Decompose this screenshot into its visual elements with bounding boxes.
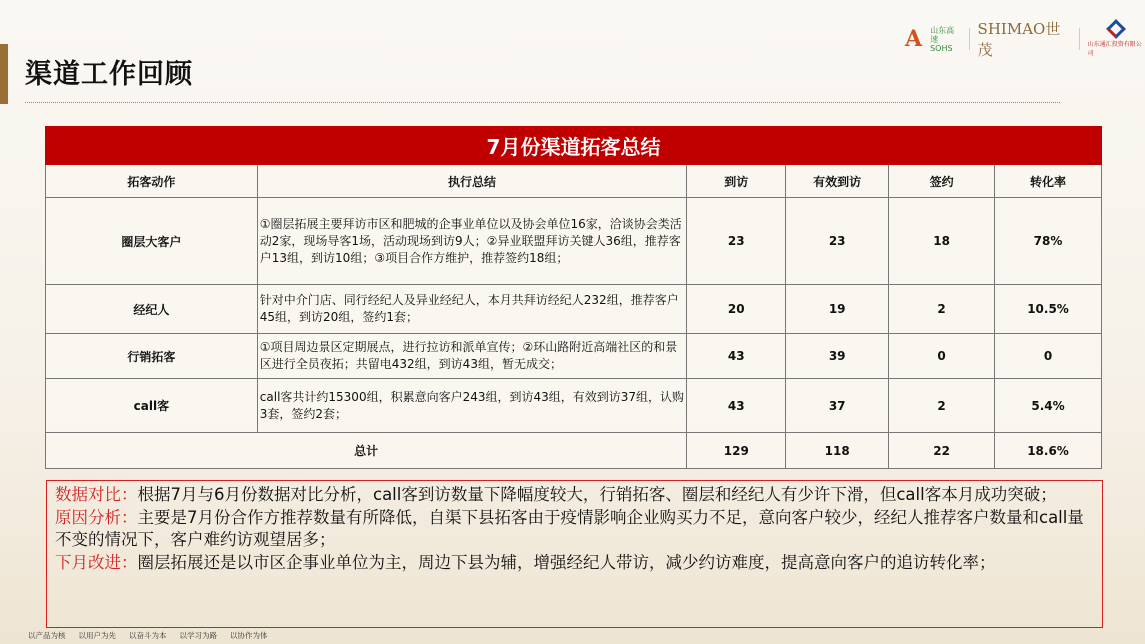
cell-signed: 18	[889, 198, 995, 285]
cell-signed: 0	[889, 334, 995, 379]
note-comparison	[55, 484, 1094, 507]
total-label: 总计	[46, 433, 687, 469]
col-visits: 到访	[687, 165, 786, 198]
col-summary: 执行总结	[257, 165, 687, 198]
note-label: 原因分析：	[55, 507, 138, 527]
table-row	[46, 198, 1102, 285]
cell-valid: 39	[786, 334, 889, 379]
cell-action: 圈层大客户	[46, 198, 258, 285]
footer-slogans	[28, 630, 268, 641]
col-signed: 签约	[889, 165, 995, 198]
company-name: 山东通汇投资有限公司	[1087, 40, 1142, 57]
table-row	[46, 379, 1102, 433]
slogan: 以奋斗为本	[129, 631, 167, 640]
cell-rate: 5.4%	[995, 379, 1102, 433]
note-label: 数据对比：	[55, 485, 138, 504]
col-rate: 转化率	[995, 165, 1102, 198]
cell-summary: ①圈层拓展主要拜访市区和肥城的企事业单位以及协会单位16家，洽谈协会类活动2家，现场导客1场，活动现场到访9人；②异业联盟拜访关键人36组，推荐客户13组，到访10组；③项目合作方维护，推荐签约18组；	[257, 198, 687, 285]
shimao-en: SHIMAO	[977, 20, 1046, 38]
cell-visits: 43	[687, 334, 786, 379]
cell-action: 行销拓客	[46, 334, 258, 379]
table-total-row	[46, 433, 1102, 469]
note-reason	[55, 507, 1094, 552]
title-accent-bar	[0, 44, 8, 104]
cell-rate: 78%	[995, 198, 1102, 285]
shimao-logo	[978, 18, 1071, 60]
shimao-cn: 世茂	[977, 20, 1061, 59]
company-logo-icon	[1106, 19, 1126, 39]
cell-signed: 2	[889, 379, 995, 433]
cell-action: 经纪人	[46, 285, 258, 334]
total-valid: 118	[786, 433, 889, 469]
total-rate: 18.6%	[995, 433, 1102, 469]
col-valid: 有效到访	[786, 165, 889, 198]
slogan: 以协作为体	[230, 631, 268, 640]
cell-rate: 10.5%	[995, 285, 1102, 334]
table-title: 7月份渠道拓客总结	[46, 127, 1102, 165]
note-text: 主要是7月份合作方推荐数量有所降低，自渠下县拓客由于疫情影响企业购买力不足，意向客户较少，经纪人推荐客户数量和call量不变的情况下，客户难约访观望居多；	[55, 507, 1084, 549]
sohs-logo	[930, 26, 961, 53]
cell-action: call客	[46, 379, 258, 433]
logo-separator	[969, 28, 970, 50]
logo-group	[905, 20, 1145, 59]
table-row	[46, 334, 1102, 379]
col-action: 拓客动作	[46, 165, 258, 198]
cell-summary: call客共计约15300组，积累意向客户243组，到访43组，有效到访37组，认购3套，签约2套；	[257, 379, 687, 433]
title-divider	[25, 102, 1060, 103]
cell-visits: 43	[687, 379, 786, 433]
sohs-en: SOHS	[930, 43, 953, 53]
slogan: 以产品为核	[28, 631, 66, 640]
cell-visits: 20	[687, 285, 786, 334]
page-title: 渠道工作回顾	[25, 59, 193, 90]
cell-valid: 37	[786, 379, 889, 433]
cell-valid: 23	[786, 198, 889, 285]
cell-rate: 0	[995, 334, 1102, 379]
table-header-row	[46, 165, 1102, 198]
note-text: 圈层拓展还是以市区企事业单位为主，周边下县为辅，增强经纪人带访，减少约访难度，提高意向客户的追访转化率；	[137, 552, 996, 572]
slogan: 以学习为路	[179, 631, 217, 640]
total-visits: 129	[687, 433, 786, 469]
note-label: 下月改进：	[55, 552, 138, 572]
total-signed: 22	[889, 433, 995, 469]
cell-visits: 23	[687, 198, 786, 285]
cell-summary: 针对中介门店、同行经纪人及异业经纪人，本月共拜访经纪人232组，推荐客户45组，到访20组，签约1套；	[257, 285, 687, 334]
logo-separator	[1079, 28, 1080, 50]
sohs-logo-icon: A	[905, 26, 923, 52]
company-logo	[1088, 22, 1145, 57]
table-row	[46, 285, 1102, 334]
slogan: 以用户为先	[78, 631, 116, 640]
note-improvement	[55, 552, 1094, 575]
summary-table	[45, 126, 1102, 469]
cell-summary: ①项目周边景区定期展点，进行拉访和派单宣传；②环山路附近高端社区的和景区进行全员夜拓；共留电432组，到访43组，暂无成交；	[257, 334, 687, 379]
sohs-cn: 山东高速	[930, 25, 955, 44]
note-text: 根据7月与6月份数据对比分析，call客到访数量下降幅度较大，行销拓客、圈层和经纪人有少许下滑，但call客本月成功突破；	[137, 485, 1057, 504]
cell-valid: 19	[786, 285, 889, 334]
cell-signed: 2	[889, 285, 995, 334]
analysis-notes	[46, 480, 1103, 628]
